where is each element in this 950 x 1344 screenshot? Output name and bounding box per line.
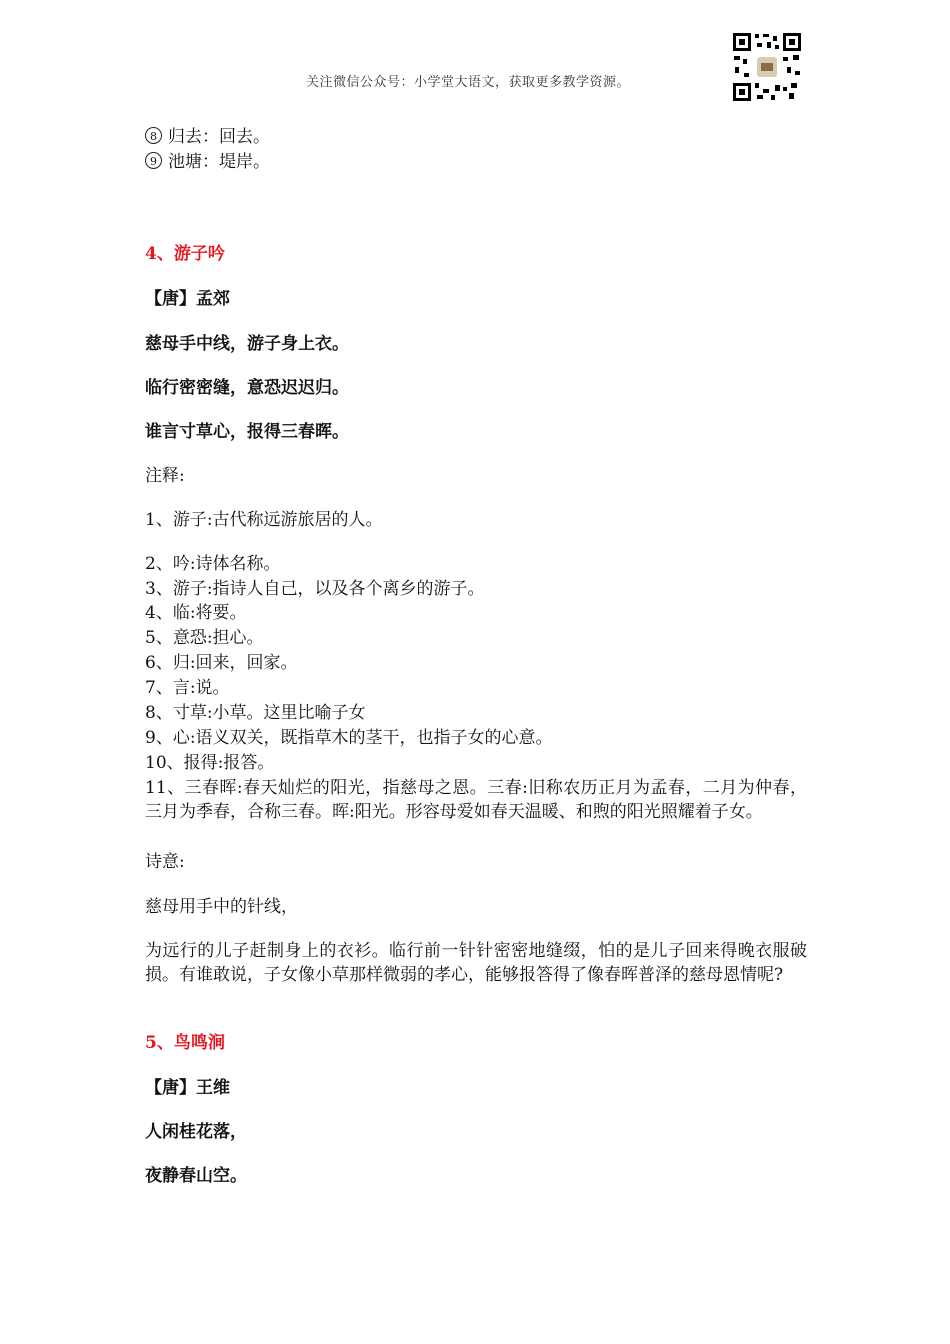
note-item: 10、报得:报答。 [145, 753, 275, 773]
note-item: 5、意恐:担心。 [145, 628, 264, 648]
note-text: 归去：回去。 [168, 127, 270, 147]
poem-line: 谁言寸草心，报得三春晖。 [145, 422, 349, 442]
meaning-text: 为远行的儿子赶制身上的衣衫。临行前一针针密密地缝缀，怕的是儿子回来得晚衣服破损。有谁敢说，子女像小草那样微弱的孝心，能够报答得了像春晖普泽的慈母恩情呢? [145, 941, 807, 985]
note-item: 4、临:将要。 [145, 603, 247, 623]
meaning-text: 慈母用手中的针线， [145, 897, 298, 917]
circled-number: 9 [145, 152, 162, 169]
note-item: 3、游子:指诗人自己，以及各个离乡的游子。 [145, 579, 485, 599]
circled-number: 8 [145, 127, 162, 144]
qr-code-icon [731, 31, 803, 103]
poem-author: 【唐】孟郊 [145, 289, 230, 309]
header-text: 关注微信公众号：小学堂大语文，获取更多教学资源。 [306, 75, 631, 90]
poem-title: 4、游子吟 [145, 244, 225, 264]
note-text: 池塘：堤岸。 [168, 152, 270, 172]
notes-label: 注释: [145, 466, 185, 486]
poem-line: 临行密密缝，意恐迟迟归。 [145, 378, 349, 398]
note-item: 1、游子:古代称远游旅居的人。 [145, 510, 383, 530]
note-item: 11、三春晖:春天灿烂的阳光，指慈母之恩。三春:旧称农历正月为孟春，二月为仲春，三月为季春，合称三春。晖:阳光。形容母爱如春天温暖、和煦的阳光照耀着子女。 [145, 778, 807, 822]
poem-line: 人闲桂花落， [145, 1122, 247, 1142]
note-prev-8 [145, 125, 270, 149]
poem-line: 慈母手中线，游子身上衣。 [145, 334, 349, 354]
note-item: 7、言:说。 [145, 678, 230, 698]
poem-line: 夜静春山空。 [145, 1166, 247, 1186]
note-item: 6、归:回来，回家。 [145, 653, 298, 673]
note-prev-9 [145, 150, 270, 174]
note-item: 9、心:语义双关，既指草木的茎干，也指子女的心意。 [145, 728, 553, 748]
poem-author: 【唐】王维 [145, 1078, 230, 1098]
note-item: 8、寸草:小草。这里比喻子女 [145, 703, 366, 723]
poem-title: 5、鸟鸣涧 [145, 1033, 225, 1053]
meaning-label: 诗意: [145, 852, 185, 872]
note-item: 2、吟:诗体名称。 [145, 554, 281, 574]
